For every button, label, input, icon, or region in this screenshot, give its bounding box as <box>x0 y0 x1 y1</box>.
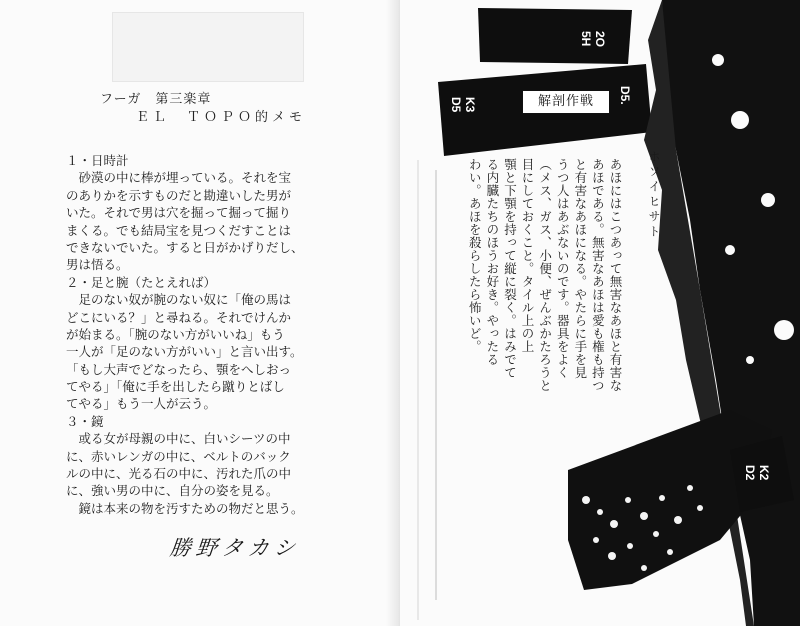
handwritten-signature: 勝野タカシ <box>168 536 302 560</box>
essay-line: 目にしておくこと。タイル上の上 <box>520 158 536 353</box>
memo-line: 或る女が母親の中に、白いシーツの中 <box>66 431 291 447</box>
memo-line: が始まる。「腕のない方がいいね」もう <box>66 326 285 342</box>
memo-line: 足のない奴が腕のない奴に「俺の馬は <box>66 292 292 308</box>
essay-line: 顎と下顎を持って縦に裂く。はみでて <box>502 158 518 379</box>
memo-line: に、強い男の中に、自分の姿を見る。 <box>66 483 279 499</box>
essay-line: あほである。無害なあほは愛も権も持つ <box>590 158 606 392</box>
vertical-essay <box>467 158 624 474</box>
memo-line: 男は悟る。 <box>66 257 129 273</box>
sticker-code: K3 D5 <box>449 97 477 113</box>
sticker-code: 2O 5H <box>579 31 607 48</box>
memo-line: できないでいた。すると日がかげりだし、 <box>66 239 304 255</box>
memo-body <box>66 152 366 517</box>
memo-line: まくる。でも結局宝を見つくだすことは <box>66 222 292 238</box>
memo-line: に、赤いレンガの中に、ベルトのバック <box>66 448 291 464</box>
essay-line: （メス、ガス、小便、ぜんぶかたろうと <box>537 158 553 392</box>
memo-line: 一人が「足のない方がいい」と言い出す。 <box>66 344 303 360</box>
memo-line: のありかを示すものだと勘違いした男が <box>66 187 292 203</box>
essay-line: る内臓たちのほうお好き。やったる <box>484 158 500 366</box>
memo-line: てやる」もう一人が云う。 <box>66 396 217 412</box>
memo-line: １・日時計 <box>66 153 129 168</box>
sticker-code: K2 D2 <box>743 465 771 481</box>
memo-line: どこにいる？」と尋ねる。それでけんか <box>66 309 292 325</box>
memo-line: ３・鏡 <box>66 413 104 429</box>
memo-line: ルの中に、光る石の中に、汚れた爪の中 <box>66 466 292 482</box>
sticker-block-top <box>478 8 632 64</box>
sticker-code: D5. <box>618 86 632 105</box>
memo-line: ２・足と腕（たとえれば） <box>66 274 217 290</box>
section-subheading: ＥＬ ＴＯＰＯ的メモ <box>136 110 307 125</box>
memo-line: いた。それで男は穴を掘って掘って掘り <box>66 205 292 221</box>
memo-line: 砂漠の中に棒が埋っている。それを宝 <box>66 170 292 186</box>
memo-line: てやる」「俺に手を出したら蹴りとばし <box>66 379 285 395</box>
essay-line: と有害なあほになる。やたらに手を見 <box>572 158 588 379</box>
memo-line: 鏡は本来の物を汚すための物だと思う。 <box>66 500 304 516</box>
show-through-ghost <box>112 12 304 82</box>
author-name: ホソイヒサト <box>647 150 661 240</box>
essay-line: あほにはこつあって無害なあほと有害な <box>608 158 623 392</box>
essay-line: うつ人はあぶないのです。器具をよく <box>555 158 571 379</box>
sticker-title: 解剖作戦 <box>522 90 610 114</box>
essay-line: わい。あほを殺らしたら怖いど。 <box>467 158 483 353</box>
right-page <box>400 0 800 626</box>
memo-line: 「もし大声でどなったら、顎をへしおっ <box>66 361 292 377</box>
section-heading: フーガ 第三楽章 <box>100 92 212 107</box>
